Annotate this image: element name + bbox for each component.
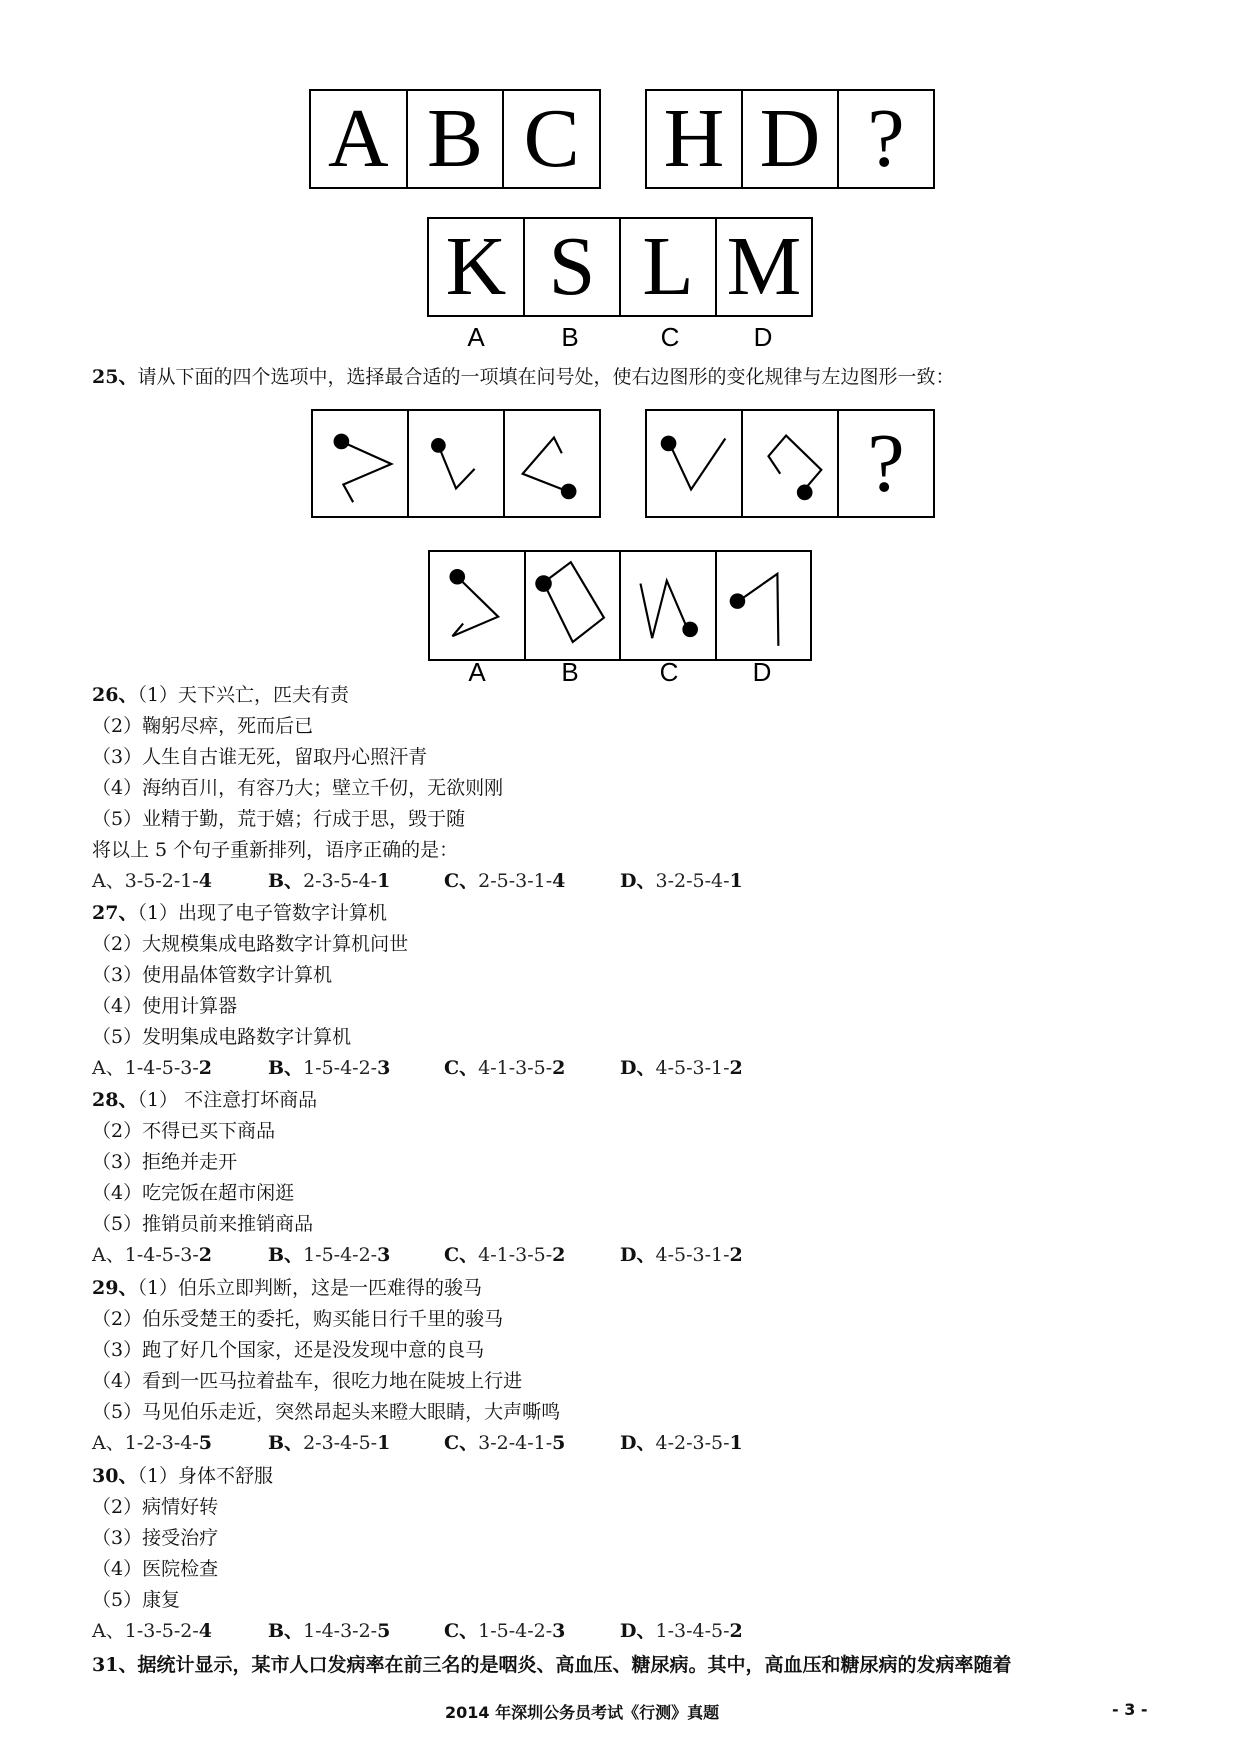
q27-options xyxy=(92,1053,796,1080)
q28-option-c[interactable]: C、4-1-3-5-2 xyxy=(444,1244,566,1266)
q29-option-c[interactable]: C、3-2-4-1-5 xyxy=(444,1432,566,1454)
q27-option-a[interactable]: A、1-4-5-3-2 xyxy=(92,1057,213,1079)
q24-right-cell-2: D xyxy=(743,91,839,187)
q30-item-5: （5）康复 xyxy=(92,1589,181,1611)
q28-item-1-text: （1） 不注意打坏商品 xyxy=(137,1089,318,1111)
q31-body: 据统计显示，某市人口发病率在前三名的是咽炎、高血压、糖尿病。其中，高血压和糖尿病的发病率随着 xyxy=(137,1654,1012,1676)
q24-option-c-figure: L xyxy=(621,219,717,315)
q28-item-1 xyxy=(92,1085,317,1112)
dot-open-corner-figure-icon xyxy=(505,411,599,516)
q27-option-d[interactable]: D、4-5-3-1-2 xyxy=(620,1057,743,1079)
q30-item-2: （2）病情好转 xyxy=(92,1496,219,1518)
q25-left-cell-1 xyxy=(313,411,409,516)
q29-item-3: （3）跑了好几个国家，还是没发现中意的良马 xyxy=(92,1339,485,1361)
q30-option-a[interactable]: A、1-3-5-2-4 xyxy=(92,1620,213,1642)
q25-option-label-c: C xyxy=(659,657,679,687)
q24-right-cell-question: ? xyxy=(867,92,905,185)
q28-item-5: （5）推销员前来推销商品 xyxy=(92,1213,314,1235)
q30-options xyxy=(92,1616,796,1643)
q30-item-1 xyxy=(92,1461,273,1488)
q24-option-label-d: D xyxy=(753,322,773,352)
dot-rectangle-open-figure-icon xyxy=(743,411,837,516)
q26-item-3: （3）人生自古谁无死，留取丹心照汗青 xyxy=(92,746,428,768)
dot-v-figure-icon xyxy=(647,411,741,516)
q26-instruction: 将以上 5 个句子重新排列，语序正确的是： xyxy=(92,839,459,861)
q28-option-a[interactable]: A、1-4-5-3-2 xyxy=(92,1244,213,1266)
footer-page-number: - 3 - xyxy=(1112,1700,1148,1719)
q25-option-c-figure xyxy=(621,552,717,659)
q24-left-cell-3: C xyxy=(523,92,580,185)
q24-options-group xyxy=(427,217,813,317)
q27-option-b[interactable]: B、1-5-4-2-3 xyxy=(268,1057,391,1079)
q27-item-2: （2）大规模集成电路数字计算机问世 xyxy=(92,933,409,955)
q24-option-label-c: C xyxy=(660,322,680,352)
q24-option-label-b: B xyxy=(561,322,579,352)
q27-item-1-text: （1）出现了电子管数字计算机 xyxy=(137,902,388,924)
q25-right-cell-2 xyxy=(743,411,839,516)
q25-option-a-figure xyxy=(430,552,526,659)
dot-zigzag-option-icon xyxy=(430,552,524,659)
q29-number: 29、 xyxy=(92,1277,138,1299)
q25-option-label-d: D xyxy=(752,657,772,687)
q24-left-cell-2: B xyxy=(408,91,505,187)
q24-left-cell-1: A xyxy=(311,91,408,187)
q29-item-1 xyxy=(92,1273,482,1300)
q26-item-2: （2）鞠躬尽瘁，死而后已 xyxy=(92,715,314,737)
q30-number: 30、 xyxy=(92,1465,138,1487)
q27-number: 27、 xyxy=(92,902,138,924)
q29-item-1-text: （1）伯乐立即判断，这是一匹难得的骏马 xyxy=(137,1277,483,1299)
q26-item-1 xyxy=(92,680,349,707)
dot-angle-option-icon xyxy=(717,552,811,659)
q25-option-d-figure xyxy=(717,552,811,659)
q24-option-d-figure: M xyxy=(726,220,802,313)
dot-rectangle-closed-option-icon xyxy=(526,552,620,659)
q28-number: 28、 xyxy=(92,1089,138,1111)
q25-option-b-figure xyxy=(526,552,622,659)
q29-options xyxy=(92,1428,796,1455)
q26-option-c[interactable]: C、2-5-3-1-4 xyxy=(444,870,566,892)
q25-option-label-b: B xyxy=(561,657,579,687)
footer-title: 2014 年深圳公务员考试《行测》真题 xyxy=(445,1703,720,1722)
q27-item-5: （5）发明集成电路数字计算机 xyxy=(92,1026,352,1048)
q25-left-cell-3 xyxy=(505,411,599,516)
q26-option-b[interactable]: B、2-3-5-4-1 xyxy=(268,870,391,892)
dot-line-figure-icon xyxy=(409,411,503,516)
q26-item-1-text: （1）天下兴亡，匹夫有责 xyxy=(137,684,350,706)
q28-item-3: （3）拒绝并走开 xyxy=(92,1151,238,1173)
q29-option-b[interactable]: B、2-3-4-5-1 xyxy=(268,1432,391,1454)
q30-item-4: （4）医院检查 xyxy=(92,1558,219,1580)
q24-right-group xyxy=(645,89,935,189)
q25-options-group xyxy=(428,550,812,661)
dot-w-zigzag-option-icon xyxy=(621,552,715,659)
q25-left-group xyxy=(311,409,601,518)
q27-item-4: （4）使用计算器 xyxy=(92,995,238,1017)
q24-option-a-figure: K xyxy=(429,219,525,315)
q25-option-label-a: A xyxy=(468,657,486,687)
q28-option-d[interactable]: D、4-5-3-1-2 xyxy=(620,1244,743,1266)
q28-item-2: （2）不得已买下商品 xyxy=(92,1120,276,1142)
q30-item-1-text: （1）身体不舒服 xyxy=(137,1465,274,1487)
q29-option-d[interactable]: D、4-2-3-5-1 xyxy=(620,1432,743,1454)
q26-option-d[interactable]: D、3-2-5-4-1 xyxy=(620,870,743,892)
q29-item-5: （5）马见伯乐走近，突然昂起头来瞪大眼睛，大声嘶鸣 xyxy=(92,1401,561,1423)
q25-number: 25、 xyxy=(92,366,138,388)
q31-text xyxy=(92,1650,1011,1677)
q24-left-group xyxy=(309,89,601,189)
q29-option-a[interactable]: A、1-2-3-4-5 xyxy=(92,1432,213,1454)
q29-item-2: （2）伯乐受楚王的委托，购买能日行千里的骏马 xyxy=(92,1308,504,1330)
q24-option-label-a: A xyxy=(467,322,485,352)
q26-item-4: （4）海纳百川，有容乃大；壁立千仞，无欲则刚 xyxy=(92,777,504,799)
q30-option-c[interactable]: C、1-5-4-2-3 xyxy=(444,1620,566,1642)
q26-number: 26、 xyxy=(92,684,138,706)
q26-options xyxy=(92,866,796,893)
q25-right-group xyxy=(645,409,935,518)
q30-option-b[interactable]: B、1-4-3-2-5 xyxy=(268,1620,391,1642)
q25-left-cell-2 xyxy=(409,411,505,516)
q26-item-5: （5）业精于勤，荒于嬉；行成于思，毁于随 xyxy=(92,808,466,830)
q26-option-a[interactable]: A、3-5-2-1-4 xyxy=(92,870,213,892)
q27-item-1 xyxy=(92,898,387,925)
q25-prompt xyxy=(92,362,954,389)
q24-right-cell-1: H xyxy=(647,91,743,187)
q30-item-3: （3）接受治疗 xyxy=(92,1527,219,1549)
q27-option-c[interactable]: C、4-1-3-5-2 xyxy=(444,1057,566,1079)
q28-options xyxy=(92,1240,796,1267)
q25-right-cell-question: ? xyxy=(867,416,905,510)
q28-item-4: （4）吃完饭在超市闲逛 xyxy=(92,1182,295,1204)
q30-option-d[interactable]: D、1-3-4-5-2 xyxy=(620,1620,743,1642)
q24-option-b-figure: S xyxy=(525,219,621,315)
q25-right-cell-1 xyxy=(647,411,743,516)
q28-option-b[interactable]: B、1-5-4-2-3 xyxy=(268,1244,391,1266)
q25-prompt-text: 请从下面的四个选项中，选择最合适的一项填在问号处，使右边图形的变化规律与左边图形一致： xyxy=(137,366,955,388)
q31-number: 31、 xyxy=(92,1654,138,1676)
q27-item-3: （3）使用晶体管数字计算机 xyxy=(92,964,333,986)
q29-item-4: （4）看到一匹马拉着盐车，很吃力地在陡坡上行进 xyxy=(92,1370,523,1392)
dot-zigzag-figure-icon xyxy=(313,411,407,516)
